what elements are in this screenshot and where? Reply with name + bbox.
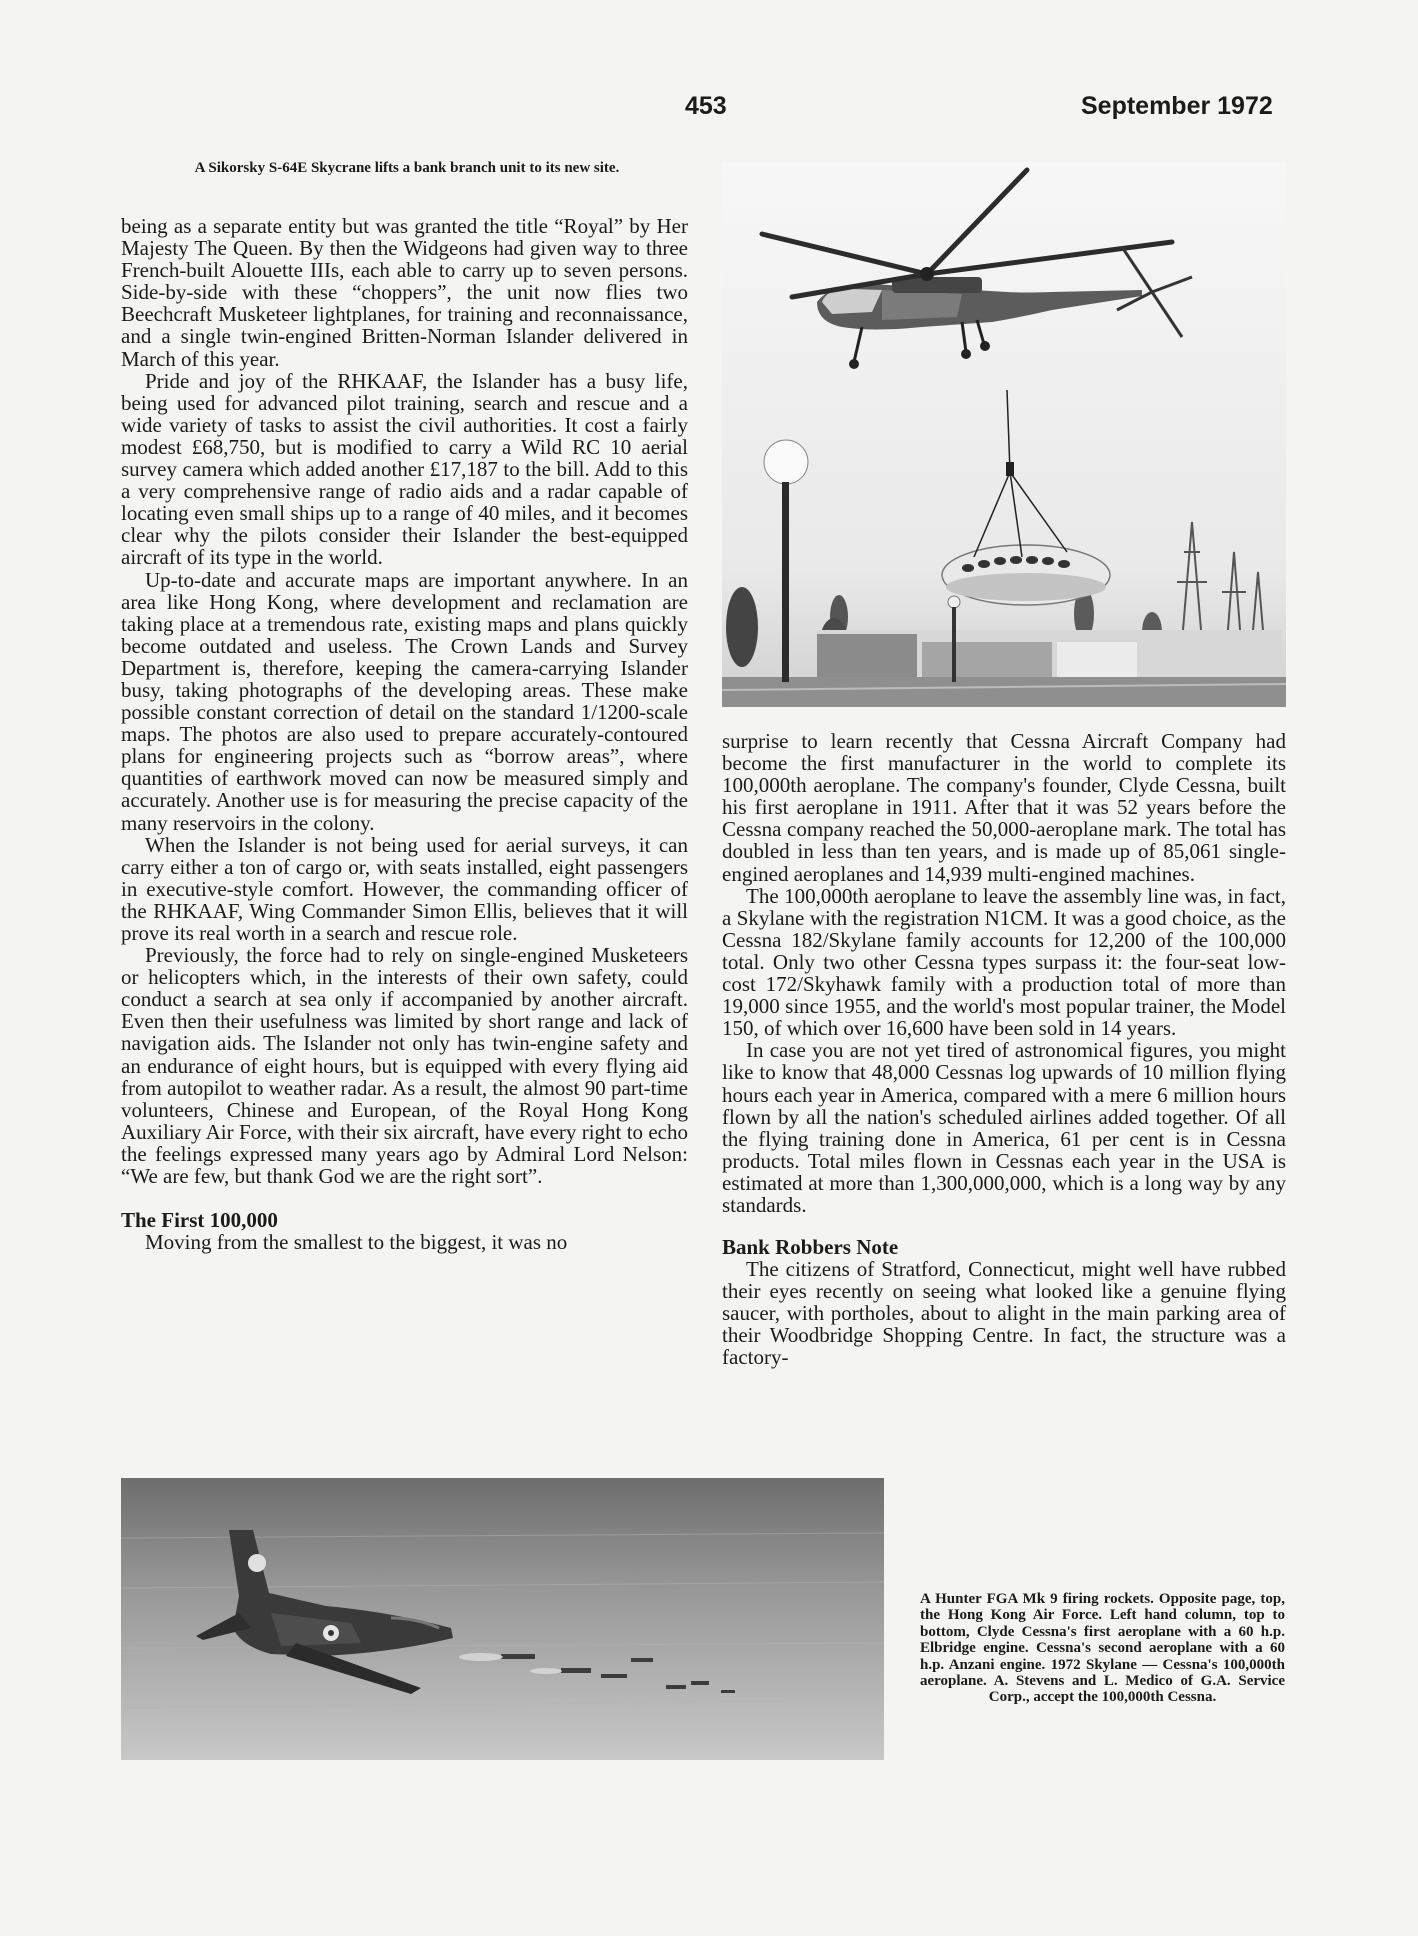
hunter-photo bbox=[121, 1478, 884, 1760]
hunter-caption: A Hunter FGA Mk 9 firing rockets. Opposite page, top, the Hong Kong Air Force. Left hand column, top to bottom, Clyde Cessna's first aeroplane with a 60 h.p. Elbridge engine. Cessna's second aeroplane with a 60 h.p. Anzani engine. 1972 Skylane — Cessna's 100,000th aeroplane. A. Stevens and L. Medico of G.A. Service Corp., accept the 100,000th Cessna. bbox=[920, 1591, 1285, 1706]
skycrane-caption: A Sikorsky S-64E Skycrane lifts a bank branch unit to its new site. bbox=[194, 160, 620, 176]
right-paragraph-3: In case you are not yet tired of astronomical figures, you might like to know that 48,000 Cessnas log upwards of 10 million flying hours each year in America, compared with a mere 6 million hours flown by all the nation's scheduled airlines added together. Of all the flying training done in America, 61 per cent is in Cessna products. Total miles flown in Cessnas each year in the USA is estimated at more than 1,300,000,000, which is a long way by any standards. bbox=[722, 1038, 1286, 1217]
left-paragraph-4: When the Islander is not being used for aerial surveys, it can carry either a ton of cargo or, with seats installed, eight passengers in executive-style comfort. However, the commanding officer of the RHKAAF, Wing Commander Simon Ellis, believes that it will prove its real worth in a search and rescue role. bbox=[121, 832, 688, 945]
skycrane-illustration bbox=[722, 162, 1286, 707]
left-paragraph-3: Up-to-date and accurate maps are important anywhere. In an area like Hong Kong, where development and reclamation are taking place at a tremendous rate, existing maps and plans quickly become outdated and useless. The Crown Lands and Survey Department is, therefore, keeping the camera-carrying Islander busy, taking photographs of the developing areas. These make possible constant correction of detail on the standard 1/1200-scale maps. The photos are also used to prepare accurately-contoured plans for engineering projects such as “borrow areas”, where quantities of earthwork moved can now be measured simply and accurately. Another use is for measuring the precise capacity of the many reservoirs in the colony. bbox=[121, 567, 688, 835]
right-paragraph-1: surprise to learn recently that Cessna Aircraft Company had become the first manufacturer in the world to complete its 100,000th aeroplane. The company's founder, Clyde Cessna, built his first aeroplane in 1911. After that it was 52 years before the Cessna company reached the 50,000-aeroplane mark. The total has doubled in less than ten years, and is made up of 85,061 single-engined aeroplanes and 14,939 multi-engined machines. bbox=[722, 729, 1286, 886]
section-heading-first-100000: The First 100,000 bbox=[121, 1208, 278, 1233]
section-heading-bank-robbers-note: Bank Robbers Note bbox=[722, 1235, 899, 1260]
left-paragraph-6: Moving from the smallest to the biggest, it was no bbox=[145, 1230, 568, 1255]
page-number: 453 bbox=[685, 92, 727, 120]
left-paragraph-2: Pride and joy of the RHKAAF, the Islander has a busy life, being used for advanced pilot training, search and rescue and a wide variety of tasks to assist the civil authorities. It cost a fairly modest £68,750, but is modified to carry a Wild RC 10 aerial survey camera which added another £17,187 to the bill. Add to this a very comprehensive range of radio aids and a radar capable of locating even small ships up to a range of 40 miles, and it becomes clear why the pilots consider their Islander the best-equipped aircraft of its type in the world. bbox=[121, 368, 688, 570]
skycrane-photo bbox=[722, 162, 1286, 707]
left-paragraph-1: being as a separate entity but was granted the title “Royal” by Her Majesty The Queen. By then the Widgeons had given way to three French-built Alouette IIIs, each able to carry up to seven persons. Side-by-side with these “choppers”, the unit now flies two Beechcraft Musketeer lightplanes, for training and reconnaissance, and a single twin-engined Britten-Norman Islander delivered in March of this year. bbox=[121, 214, 688, 371]
right-column bbox=[722, 730, 1286, 1369]
left-paragraph-5: Previously, the force had to rely on single-engined Musketeers or helicopters which, in the interests of their own safety, could conduct a search at sea only if accompanied by another aircraft. Even then their usefulness was limited by short range and lack of navigation aids. The Islander not only has twin-engine safety and an endurance of eight hours, but is equipped with every flying aid from autopilot to weather radar. As a result, the almost 90 part-time volunteers, Chinese and European, of the Royal Hong Kong Auxiliary Air Force, with their six aircraft, have every right to echo the feelings expressed many years ago by Admiral Lord Nelson: “We are few, but thank God we are the right sort”. bbox=[121, 943, 688, 1189]
right-paragraph-2: The 100,000th aeroplane to leave the assembly line was, in fact, a Skylane with the registration N1CM. It was a good choice, as the Cessna 182/Skylane family accounts for 12,200 of the 100,000 total. Only two other Cessna types surpass it: the four-seat low-cost 172/Skyhawk family with a production total of more than 19,000 since 1955, and the world's most popular trainer, the Model 150, of which over 16,600 have been sold in 14 years. bbox=[722, 883, 1286, 1041]
left-column bbox=[121, 215, 688, 1253]
issue-date: September 1972 bbox=[1081, 92, 1273, 120]
hunter-illustration bbox=[121, 1478, 884, 1760]
right-paragraph-4: The citizens of Stratford, Connecticut, might well have rubbed their eyes recently on seeing what looked like a genuine flying saucer, with portholes, about to alight in the main parking area of their Woodbridge Shopping Centre. In fact, the structure was a factory- bbox=[722, 1257, 1286, 1370]
